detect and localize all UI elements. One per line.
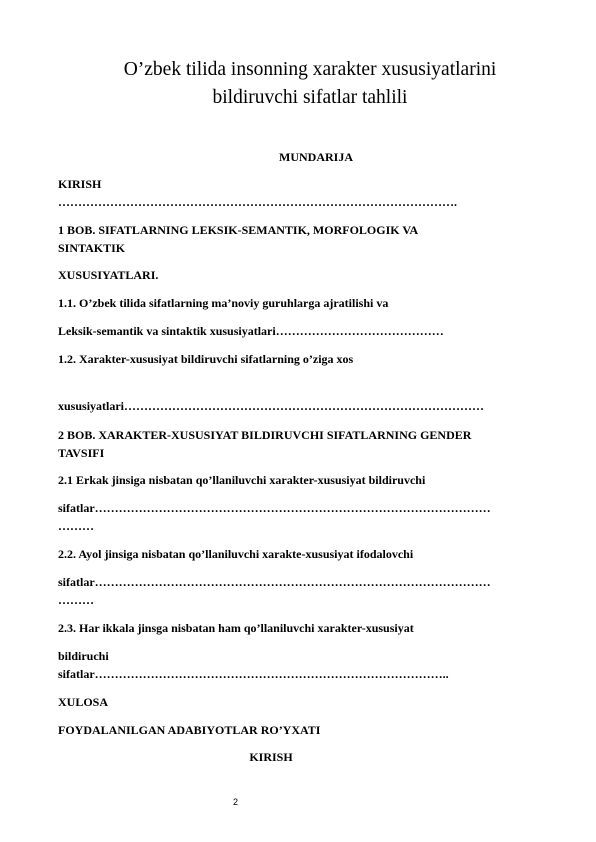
toc-line: XULOSA — [58, 695, 109, 709]
page-number: 2 — [233, 797, 239, 807]
document-title — [60, 56, 560, 112]
toc-line: 2.3. Har ikkala jinsga nisbatan ham qo’llaniluvchi xarakter-xususiyat — [58, 621, 414, 635]
toc-line: ……… — [58, 593, 94, 607]
title-line-2: bildiruvchi sifatlar tahlili — [212, 87, 408, 108]
section-heading: KIRISH — [249, 750, 293, 764]
toc-line: ……… — [58, 519, 94, 533]
toc-line: SINTAKTIK — [58, 241, 126, 255]
title-line-1: O’zbek tilida insonning xarakter xususiyatlarini — [123, 59, 497, 80]
toc-line: Leksik-semantik va sintaktik xususiyatlari…………………………………… — [58, 324, 444, 338]
toc-line: 1.1. O’zbek tilida sifatlarning ma’noviy guruhlarga ajratilishi va — [58, 296, 389, 310]
toc-line: 1 BOB. SIFATLARNING LEKSIK-SEMANTIK, MORFOLOGIK VA — [58, 223, 419, 237]
toc-line: sifatlar……………………………………………………………………………………… — [58, 575, 491, 589]
toc-line: 2 BOB. XARAKTER-XUSUSIYAT BILDIRUVCHI SIFATLARNING GENDER — [58, 428, 472, 442]
toc-line: 2.2. Ayol jinsiga nisbatan qo’llaniluvchi xarakte-xususiyat ifodalovchi — [58, 547, 414, 561]
toc-line: XUSUSIYATLARI. — [58, 268, 159, 282]
toc-line: 1.2. Xarakter-xususiyat bildiruvchi sifatlarning o’ziga xos — [58, 352, 354, 366]
toc-line: bildiruchi — [58, 649, 109, 663]
toc-heading: MUNDARIJA — [279, 150, 353, 164]
toc-line: 2.1 Erkak jinsiga nisbatan qo’llaniluvchi xarakter-xususiyat bildiruvchi — [58, 473, 426, 487]
toc-line: sifatlar……………………………………………………………………………………… — [58, 501, 491, 515]
toc-line: KIRISH — [58, 177, 102, 191]
toc-line: ………………………………………………………………………………………. — [58, 195, 457, 209]
toc-line: FOYDALANILGAN ADABIYOTLAR RO’YXATI — [58, 723, 321, 737]
toc-line: sifatlar…………………………………………………………………………….. — [58, 667, 449, 681]
toc-line: TAVSIFI — [58, 446, 105, 460]
toc-line: xususiyatlari……………………………………………………………………………… — [58, 399, 485, 413]
